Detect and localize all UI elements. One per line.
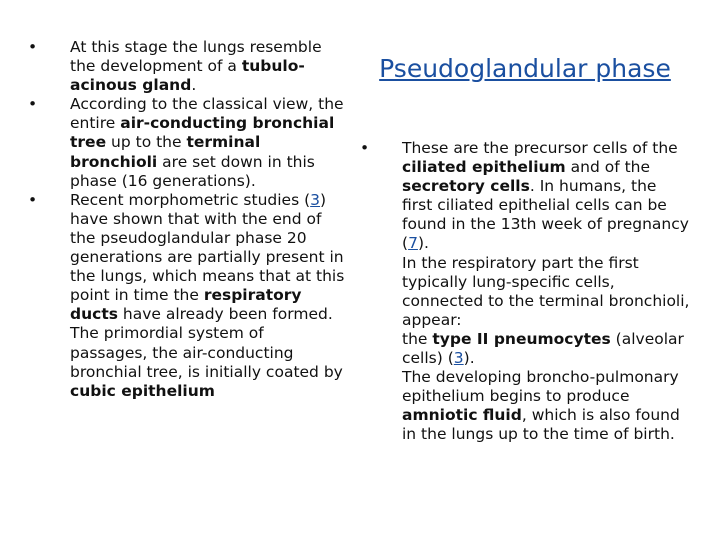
text-run: ). bbox=[417, 234, 429, 253]
text-run: These are the precursor cells of the bbox=[402, 139, 678, 157]
right-column bbox=[360, 54, 690, 445]
bullet-item bbox=[360, 139, 690, 445]
bullet-marker: • bbox=[28, 95, 38, 114]
bold-term: air-conducting bronchial tree bbox=[70, 114, 335, 152]
bullet-marker: • bbox=[28, 190, 38, 209]
bold-term: type II pneumocytes bbox=[432, 329, 611, 348]
text-run: have already been formed. The primordial system of passages, the air-conducting bronchial tree, is initially coated by bbox=[70, 305, 343, 381]
slide-title: Pseudoglandular phase bbox=[379, 54, 671, 83]
text-run: up to the bbox=[106, 133, 187, 152]
bullet-item bbox=[28, 191, 346, 401]
text-run: ) have shown that with the end of the pseudoglandular phase 20 generations are partially present in the lungs, which means that at this point in time the bbox=[70, 190, 345, 305]
text-run: are set down in this phase (16 generations). bbox=[70, 152, 315, 190]
bold-term: tubulo-acinous gland bbox=[70, 57, 305, 95]
bullet-marker: • bbox=[28, 38, 38, 56]
text-run: In the respiratory part the first typically lung-specific cells, connected to the terminal bronchioli, appear: bbox=[402, 253, 690, 329]
text-run: , which is also found in the lungs up to the time of birth. bbox=[402, 406, 680, 444]
bullet-paragraph bbox=[402, 139, 690, 254]
bold-term: ciliated epithelium bbox=[402, 158, 566, 177]
text-run: and of the bbox=[565, 158, 651, 177]
bold-term: amniotic fluid bbox=[402, 406, 522, 425]
bullet-text bbox=[70, 95, 344, 189]
text-run: . In humans, the first ciliated epithelial cells can be found in the 13th week of pregnancy ( bbox=[402, 177, 689, 253]
left-bullet-list bbox=[28, 38, 346, 401]
bullet-paragraph bbox=[402, 330, 690, 368]
bullet-text bbox=[70, 191, 344, 400]
reference-link[interactable]: 7 bbox=[408, 234, 418, 253]
bullet-paragraph bbox=[402, 254, 690, 330]
reference-link[interactable]: 3 bbox=[310, 190, 321, 209]
bullet-marker: • bbox=[360, 139, 370, 157]
text-run: According to the classical view, the entire bbox=[70, 95, 344, 133]
reference-link[interactable]: 3 bbox=[453, 349, 464, 368]
bold-term: cubic epithelium bbox=[70, 381, 215, 400]
bullet-text bbox=[70, 38, 322, 94]
right-bullet-list bbox=[360, 139, 690, 445]
text-run: At this stage the lungs resemble the development of a bbox=[70, 38, 322, 76]
text-run: The developing broncho-pulmonary epithelium begins to produce bbox=[402, 368, 679, 406]
bold-term: secretory cells bbox=[402, 177, 530, 196]
bullet-paragraph bbox=[402, 368, 690, 444]
bullet-item bbox=[28, 95, 346, 190]
text-run: (alveolar cells) ( bbox=[402, 329, 684, 368]
left-column bbox=[28, 38, 346, 401]
text-run: the bbox=[402, 329, 433, 348]
text-run: . bbox=[191, 76, 197, 95]
bullet-item bbox=[28, 38, 346, 95]
bold-term: respiratory ducts bbox=[70, 286, 302, 324]
bold-term: terminal bronchioli bbox=[70, 133, 261, 171]
text-run: Recent morphometric studies ( bbox=[70, 190, 311, 209]
text-run: ). bbox=[463, 349, 475, 368]
